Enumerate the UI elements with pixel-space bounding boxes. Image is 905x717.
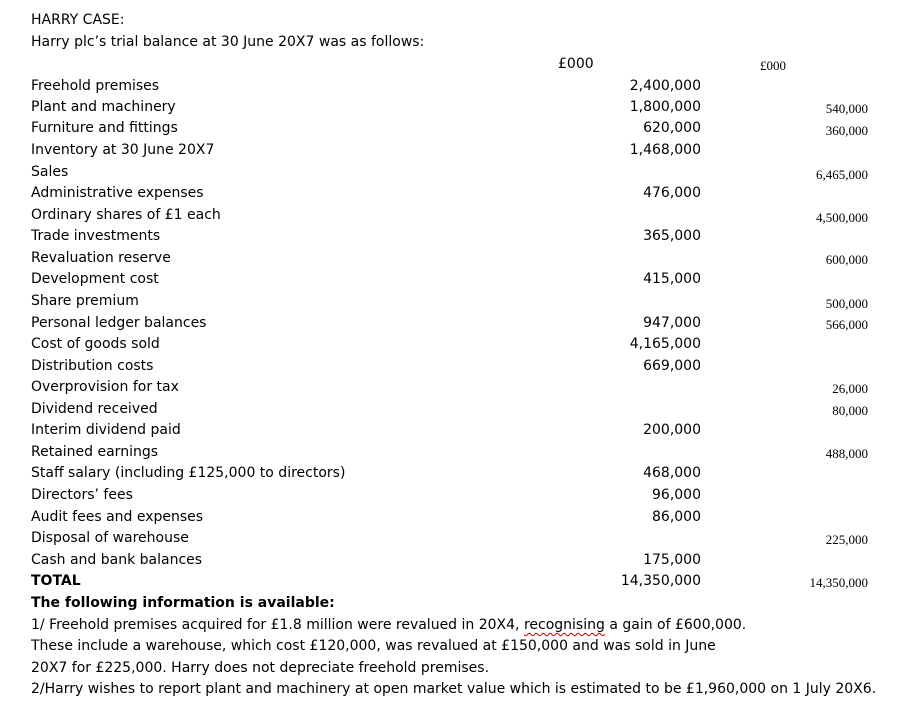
- row-label: Inventory at 30 June 20X7: [31, 142, 215, 158]
- row-label: Furniture and fittings: [31, 120, 178, 136]
- row-label: Staff salary (including £125,000 to directors): [31, 465, 346, 481]
- row-label: Retained earnings: [31, 444, 159, 460]
- row-credit: 4,500,000: [816, 210, 868, 225]
- row-debit: 415,000: [643, 271, 701, 287]
- debit-column-header: £000: [558, 56, 594, 72]
- note-1-line-1: 1/ Freehold premises acquired for £1.8 million were revalued in 20X4, recognising a gain of £600,000.: [31, 617, 747, 633]
- row-label: Ordinary shares of £1 each: [31, 207, 221, 223]
- total-credit: 14,350,000: [809, 575, 868, 590]
- note-2: 2/Harry wishes to report plant and machinery at open market value which is estimated to be £1,960,000 on 1 July 20X6.: [31, 681, 877, 697]
- row-debit: 175,000: [643, 552, 701, 568]
- row-label: Distribution costs: [31, 358, 154, 374]
- row-label: Cash and bank balances: [31, 552, 203, 568]
- row-label: Freehold premises: [31, 78, 160, 94]
- row-debit: 2,400,000: [629, 78, 701, 94]
- row-debit: 96,000: [652, 487, 701, 503]
- row-debit: 1,800,000: [629, 99, 701, 115]
- row-label: Administrative expenses: [31, 185, 204, 201]
- credit-column-header: £000: [760, 58, 786, 73]
- row-debit: 476,000: [643, 185, 701, 201]
- row-debit: 86,000: [652, 509, 701, 525]
- row-label: Cost of goods sold: [31, 336, 160, 352]
- row-label: Plant and machinery: [31, 99, 176, 115]
- row-label: Share premium: [31, 293, 139, 309]
- row-label: Personal ledger balances: [31, 315, 207, 331]
- note-1-line-3: 20X7 for £225,000. Harry does not depreciate freehold premises.: [31, 660, 490, 676]
- info-heading: The following information is available:: [31, 595, 335, 611]
- row-credit: 540,000: [825, 101, 868, 116]
- row-label: Revaluation reserve: [31, 250, 171, 266]
- row-credit: 6,465,000: [816, 167, 868, 182]
- row-debit: 200,000: [643, 422, 701, 438]
- row-label: Overprovision for tax: [31, 379, 179, 395]
- row-debit: 947,000: [643, 315, 701, 331]
- row-label: Disposal of warehouse: [31, 530, 189, 546]
- row-credit: 566,000: [825, 317, 868, 332]
- row-credit: 225,000: [825, 532, 868, 547]
- row-label: Interim dividend paid: [31, 422, 181, 438]
- row-label: Dividend received: [31, 401, 158, 417]
- row-debit: 1,468,000: [629, 142, 701, 158]
- row-credit: 360,000: [825, 123, 868, 138]
- row-debit: 669,000: [643, 358, 701, 374]
- total-label: TOTAL: [31, 573, 81, 589]
- row-label: Directors’ fees: [31, 487, 133, 503]
- row-credit: 500,000: [825, 296, 868, 311]
- row-debit: 468,000: [643, 465, 701, 481]
- row-label: Audit fees and expenses: [31, 509, 204, 525]
- note-1-line-2: These include a warehouse, which cost £120,000, was revalued at £150,000 and was sold in June: [31, 638, 716, 654]
- intro-text: Harry plc’s trial balance at 30 June 20X7 was as follows:: [31, 34, 425, 50]
- row-debit: 4,165,000: [629, 336, 701, 352]
- total-debit: 14,350,000: [620, 573, 701, 589]
- row-debit: 365,000: [643, 228, 701, 244]
- row-label: Trade investments: [31, 228, 161, 244]
- row-debit: 620,000: [643, 120, 701, 136]
- spellcheck-word: recognising: [523, 617, 605, 633]
- case-title: HARRY CASE:: [31, 12, 125, 28]
- row-label: Development cost: [31, 271, 159, 287]
- row-label: Sales: [31, 164, 69, 180]
- row-credit: 26,000: [832, 381, 868, 396]
- row-credit: 80,000: [832, 403, 868, 418]
- row-credit: 488,000: [825, 446, 868, 461]
- row-credit: 600,000: [825, 252, 868, 267]
